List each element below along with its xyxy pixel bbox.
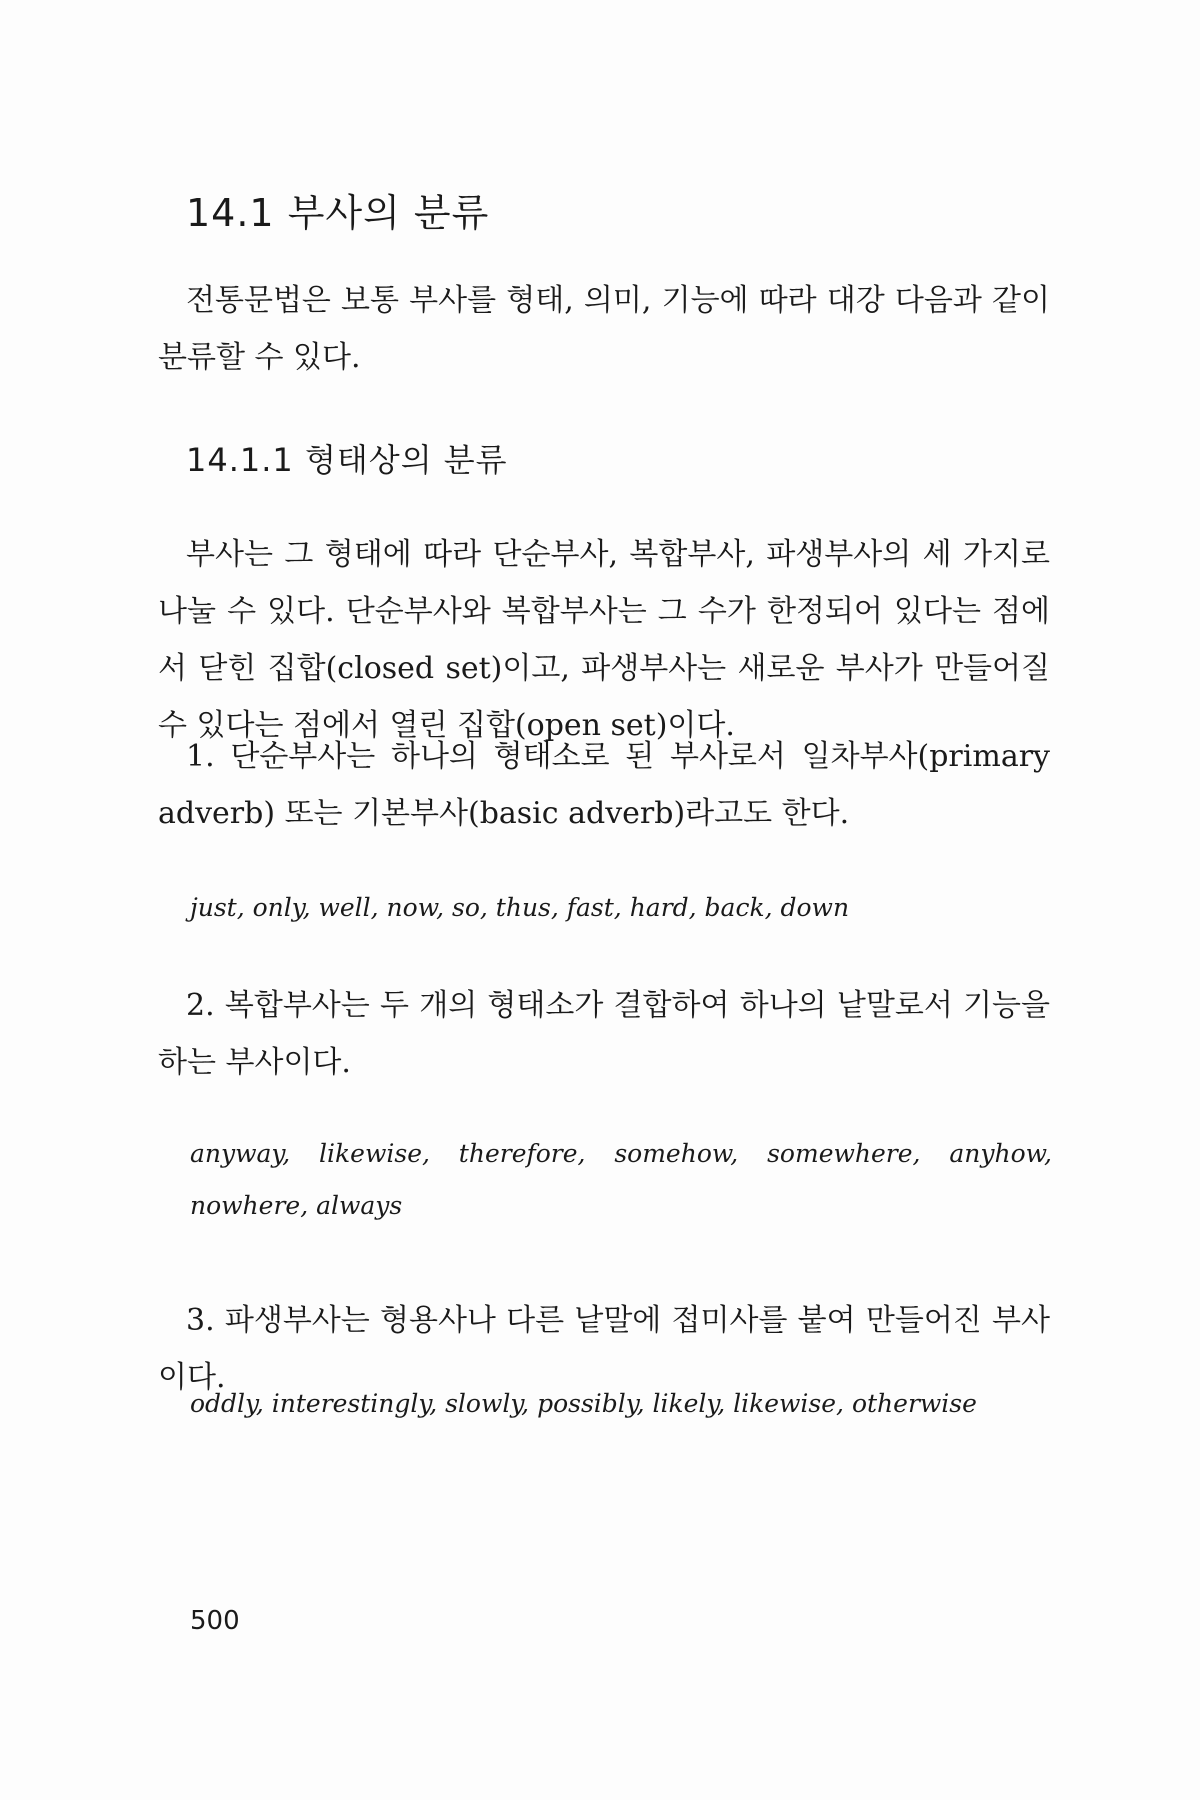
examples-derived-adverb: oddly, interestingly, slowly, possibly, likely, likewise, otherwise [190,1389,977,1418]
section-title: 14.1 부사의 분류 [186,191,490,235]
list-item-derived-adverb: 3. 파생부사는 형용사나 다른 낱말에 접미사를 붙여 만들어진 부사이다. [158,1303,1050,1395]
morphology-paragraph: 부사는 그 형태에 따라 단순부사, 복합부사, 파생부사의 세 가지로 나눌 수 있다. 단순부사와 복합부사는 그 수가 한정되어 있다는 점에서 닫힌 집합(closed set)이고, 파생부사는 새로운 부사가 만들어질 수 있다는 점에서 열린 집합(open set)이다. [158,537,1050,743]
examples-compound-adverb: anyway, likewise, therefore, somehow, somewhere, anyhow, nowhere, always [190,1139,1052,1220]
examples-simple-adverb: just, only, well, now, so, thus, fast, hard, back, down [190,893,850,922]
intro-paragraph: 전통문법은 보통 부사를 형태, 의미, 기능에 따라 대강 다음과 같이 분류할 수 있다. [158,283,1050,375]
list-item-simple-adverb: 1. 단순부사는 하나의 형태소로 된 부사로서 일차부사(primary adverb) 또는 기본부사(basic adverb)라고도 한다. [158,739,1050,831]
subsection-title: 14.1.1 형태상의 분류 [186,441,508,479]
list-item-compound-adverb: 2. 복합부사는 두 개의 형태소가 결합하여 하나의 낱말로서 기능을 하는 부사이다. [158,988,1050,1080]
page-number: 500 [190,1606,240,1636]
